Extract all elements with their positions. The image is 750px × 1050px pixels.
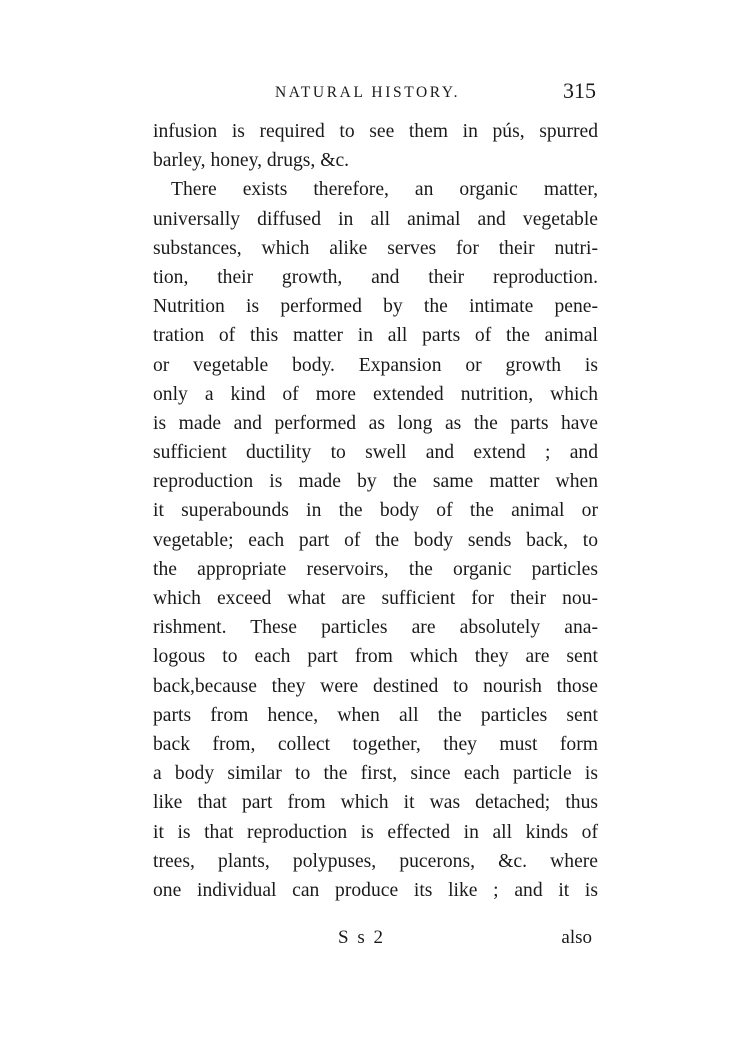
text-line: back from, collect together, they must form [153, 733, 598, 755]
text-line: logous to each part from which they are sent [153, 646, 598, 668]
text-line: infusion is required to see them in pús, spurred [153, 121, 598, 142]
text-line: sufficient ductility to swell and extend ; and [153, 442, 598, 464]
running-head [153, 78, 598, 108]
text-line: tion, their growth, and their reproduction. [153, 266, 598, 288]
text-line: one individual can produce its like ; and it is [153, 879, 598, 901]
text-line: parts from hence, when all the particles sent [153, 704, 598, 726]
text-line: trees, plants, polypuses, pucerons, &c. where [153, 850, 598, 872]
catchword: also [561, 927, 592, 948]
text-line: There exists therefore, an organic matter, [171, 179, 598, 201]
text-line: or vegetable body. Expansion or growth is [153, 354, 598, 376]
text-line: substances, which alike serves for their nutri- [153, 237, 598, 259]
text-line: barley, honey, drugs, &c. [153, 150, 350, 172]
text-line: tration of this matter in all parts of the animal [153, 325, 598, 347]
page-footer [153, 927, 598, 957]
text-line: only a kind of more extended nutrition, which [153, 383, 598, 405]
text-line: a body similar to the first, since each particle is [153, 763, 598, 785]
text-line: reproduction is made by the same matter when [153, 471, 598, 493]
text-line: the appropriate reservoirs, the organic particles [153, 558, 598, 580]
text-line: it superabounds in the body of the animal or [153, 500, 598, 522]
text-line: it is that reproduction is effected in all kinds of [153, 821, 598, 843]
text-line: back,because they were destined to nourish those [153, 675, 598, 697]
text-line: rishment. These particles are absolutely ana- [153, 617, 598, 639]
text-line: universally diffused in all animal and vegetable [153, 208, 598, 230]
text-line: vegetable; each part of the body sends back, to [153, 529, 598, 551]
text-line: like that part from which it was detached; thus [153, 792, 598, 814]
body-text [153, 117, 598, 905]
page-number: 315 [563, 78, 596, 103]
text-line: is made and performed as long as the parts have [153, 412, 598, 434]
text-line: Nutrition is performed by the intimate pene- [153, 296, 598, 318]
signature-mark: S s 2 [338, 927, 385, 948]
running-title: NATURAL HISTORY. [275, 84, 461, 101]
text-line: which exceed what are sufficient for their nou- [153, 588, 598, 609]
